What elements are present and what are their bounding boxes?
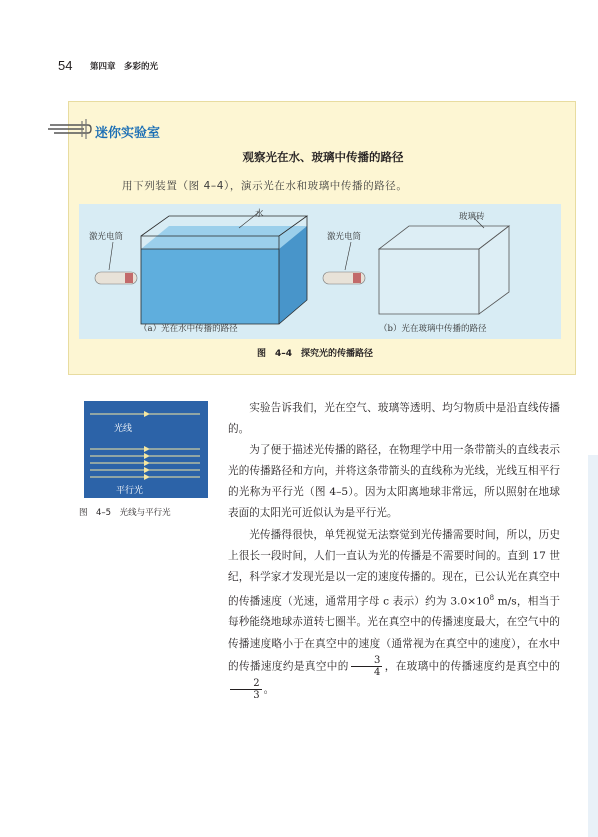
caption-b: （b）光在玻璃中传播的路径 xyxy=(379,324,487,334)
paragraph-3 xyxy=(228,525,560,701)
figure-4-5 xyxy=(84,401,208,498)
paragraph-3-part-d: 。 xyxy=(263,683,275,696)
chapter-title: 第四章 多彩的光 xyxy=(90,62,159,72)
lab-box-intro: 用下列装置（图 4–4），演示光在水和玻璃中传播的路径。 xyxy=(122,180,408,192)
paragraph-1: 实验告诉我们，光在空气、玻璃等透明、均匀物质中是沿直线传播的。 xyxy=(228,402,560,436)
paragraph-3-part-b: m/s，相当于每秒能绕地球赤道转七圈半。光在真空中的传播速度最大，在空气中的传播速度略小于在真空中的速度（通常视为在真空中的速度），在水中的传播速度约是真空中的 xyxy=(228,595,560,673)
exponent: 8 xyxy=(489,593,495,602)
figure-4-4-drawing xyxy=(79,204,561,339)
figure-4-4-caption: 图 4–4 探究光的传播路径 xyxy=(256,349,374,359)
fraction-two-thirds: $\frac{2}{3}$ xyxy=(230,678,262,701)
lab-box-title: 迷你实验室 xyxy=(95,126,161,141)
light-rays-drawing xyxy=(84,401,208,498)
label-water: 水 xyxy=(255,209,264,219)
label-light-ray: 光线 xyxy=(114,424,133,434)
caption-a: （a）光在水中传播的路径 xyxy=(139,324,238,334)
figure-4-4 xyxy=(79,204,561,339)
figure-4-5-caption: 图 4–5 光线与平行光 xyxy=(79,508,171,518)
laser-flashlight-left xyxy=(95,272,137,284)
fraction-three-quarters: $\frac{3}{4}$ xyxy=(351,655,383,678)
water-top xyxy=(141,226,307,249)
body-text xyxy=(228,398,560,701)
paper-clip-icon xyxy=(44,116,92,142)
paragraph-2: 为了便于描述光传播的路径，在物理学中用一条带箭头的直线表示光的传播路径和方向，并将这条带箭头的直线称为光线，光线互相平行的光称为平行光（图 4–5）。因为太阳离地球非常远，所以照射在地球表面的太阳光可近似认为是平行光。 xyxy=(228,444,560,520)
page-number: 54 xyxy=(58,58,73,73)
lab-box-subtitle: 观察光在水、玻璃中传播的路径 xyxy=(242,150,404,164)
label-laser-right: 激光电筒 xyxy=(327,232,362,242)
paragraph-3-part-c: ，在玻璃中的传播速度约是真空中的 xyxy=(384,660,561,673)
label-laser-left: 激光电筒 xyxy=(89,232,124,242)
water-front xyxy=(141,249,279,324)
label-parallel-light: 平行光 xyxy=(116,486,144,496)
page-edge-tab xyxy=(588,455,598,837)
label-glass-brick: 玻璃砖 xyxy=(459,212,485,222)
paragraph-3-part-a: 光传播得很快，单凭视觉无法察觉到光传播需要时间，所以，历史上很长一段时间，人们一直认为光的传播是不需要时间的。直到 17 世纪，科学家才发现光是以一定的速度传播的。现在，已公认光在真空中的传播速度（光速，通常用字母 c 表示）约为 3.0×10 xyxy=(228,528,560,608)
laser-flashlight-right xyxy=(323,272,365,284)
